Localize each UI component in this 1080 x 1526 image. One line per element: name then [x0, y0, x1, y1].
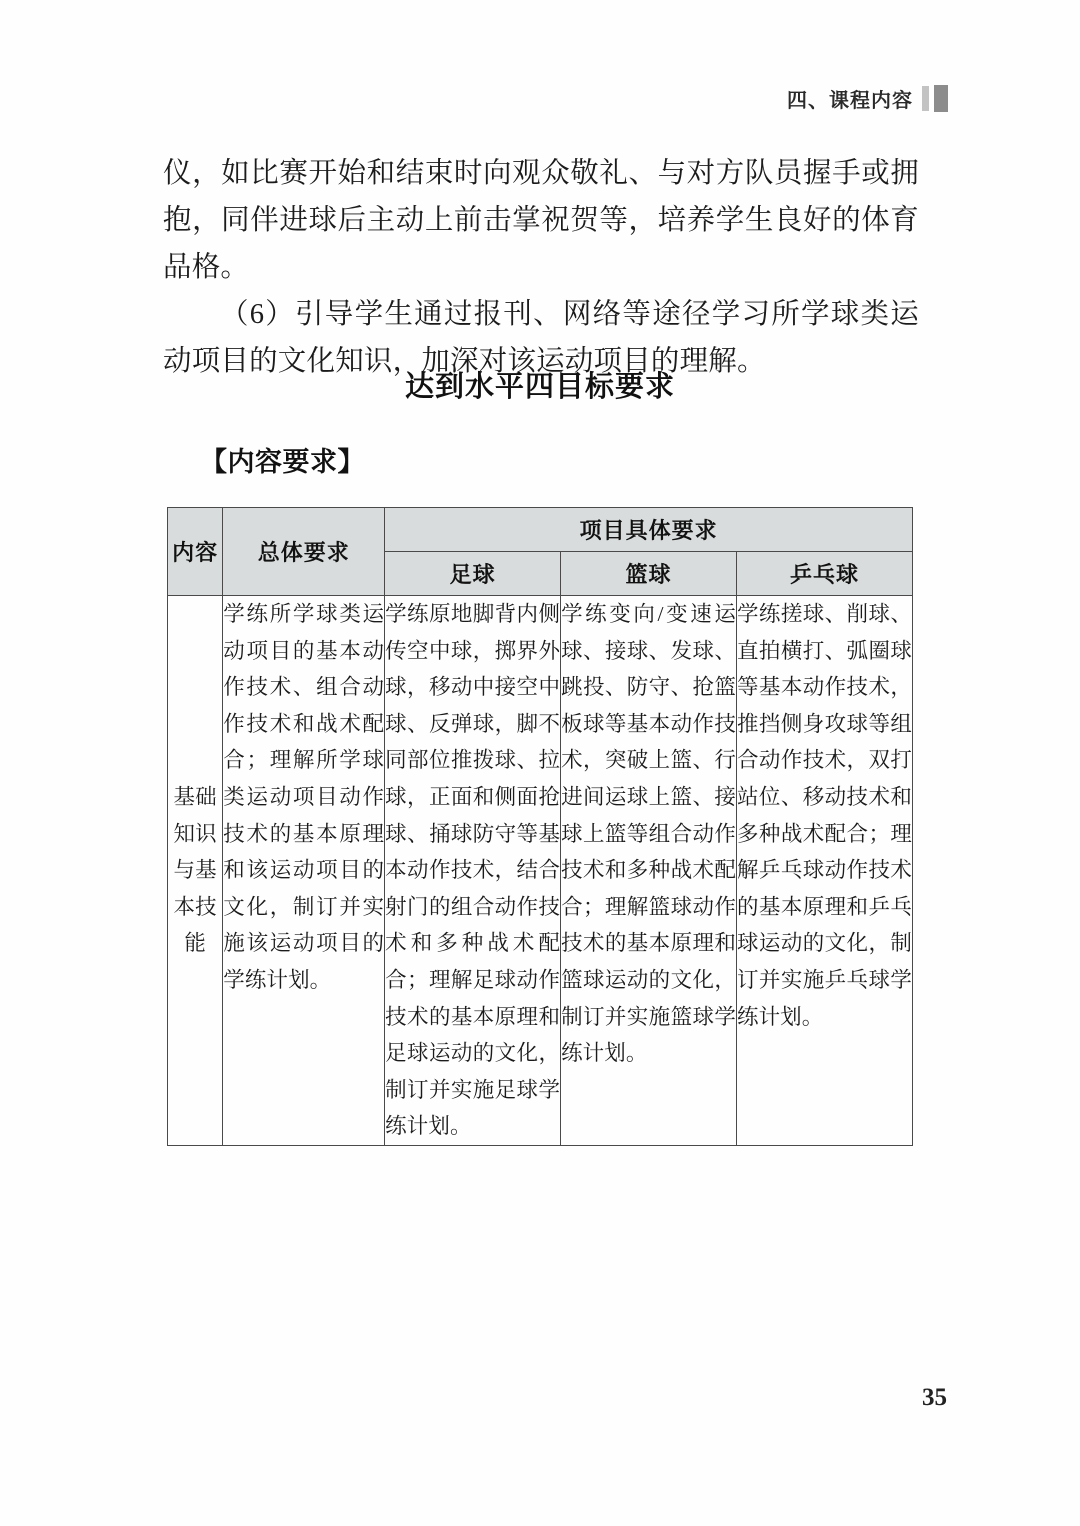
paragraph-item-6: （6）引导学生通过报刊、网络等途径学习所学球类运动项目的文化知识，加深对该运动项目的理解。 [163, 299, 919, 377]
running-header [787, 84, 948, 113]
cell-content-category: 基础知识与基本技能 [168, 596, 223, 1146]
column-header-table-tennis: 乒乓球 [736, 552, 912, 596]
column-header-basketball: 篮球 [561, 552, 737, 596]
header-decoration-bars [922, 85, 948, 112]
header-bar-dark-icon [934, 85, 948, 112]
table-header-row-1 [168, 508, 913, 552]
column-header-overall: 总体要求 [223, 508, 385, 596]
cell-table-tennis-requirement: 学练搓球、削球、直拍横打、弧圈球等基本动作技术，推挡侧身攻球等组合动作技术，双打站位、移动技术和多种战术配合；理解乒乓球动作技术的基本原理和乒乓球运动的文化，制订并实施乒乓球学练计划。 [736, 596, 912, 1146]
cell-basketball-requirement: 学练变向/变速运球、接球、发球、跳投、防守、抢篮板球等基本动作技术，突破上篮、行进间运球上篮、接球上篮等组合动作技术和多种战术配合；理解篮球动作技术的基本原理和篮球运动的文化，制订并实施篮球学练计划。 [561, 596, 737, 1146]
subsection-title: 【内容要求】 [200, 447, 365, 477]
header-bar-light-icon [922, 86, 929, 111]
content-requirements-table [167, 507, 913, 1146]
paragraph-continued: 仪，如比赛开始和结束时向观众敬礼、与对方队员握手或拥抱，同伴进球后主动上前击掌祝贺等，培养学生良好的体育品格。 [163, 158, 919, 283]
column-header-group: 项目具体要求 [385, 508, 913, 552]
cell-overall-requirement: 学练所学球类运动项目的基本动作技术、组合动作技术和战术配合；理解所学球类运动项目动作技术的基本原理和该运动项目的文化，制订并实施该运动项目的学练计划。 [223, 596, 385, 1146]
body-text-block [163, 150, 919, 385]
page-number: 35 [922, 1384, 947, 1411]
table-body [168, 596, 913, 1146]
column-header-football: 足球 [385, 552, 561, 596]
table-header [168, 508, 913, 596]
running-header-title: 四、课程内容 [787, 90, 913, 112]
table-row [168, 596, 913, 1146]
cell-football-requirement: 学练原地脚背内侧传空中球，掷界外球，移动中接空中球、反弹球，脚不同部位推拨球、拉球，正面和侧面抢球、捅球防守等基本动作技术，结合射门的组合动作技术和多种战术配合；理解足球动作技术的基本原理和足球运动的文化，制订并实施足球学练计划。 [385, 596, 561, 1146]
column-header-content: 内容 [168, 508, 223, 596]
section-title: 达到水平四目标要求 [404, 371, 675, 403]
